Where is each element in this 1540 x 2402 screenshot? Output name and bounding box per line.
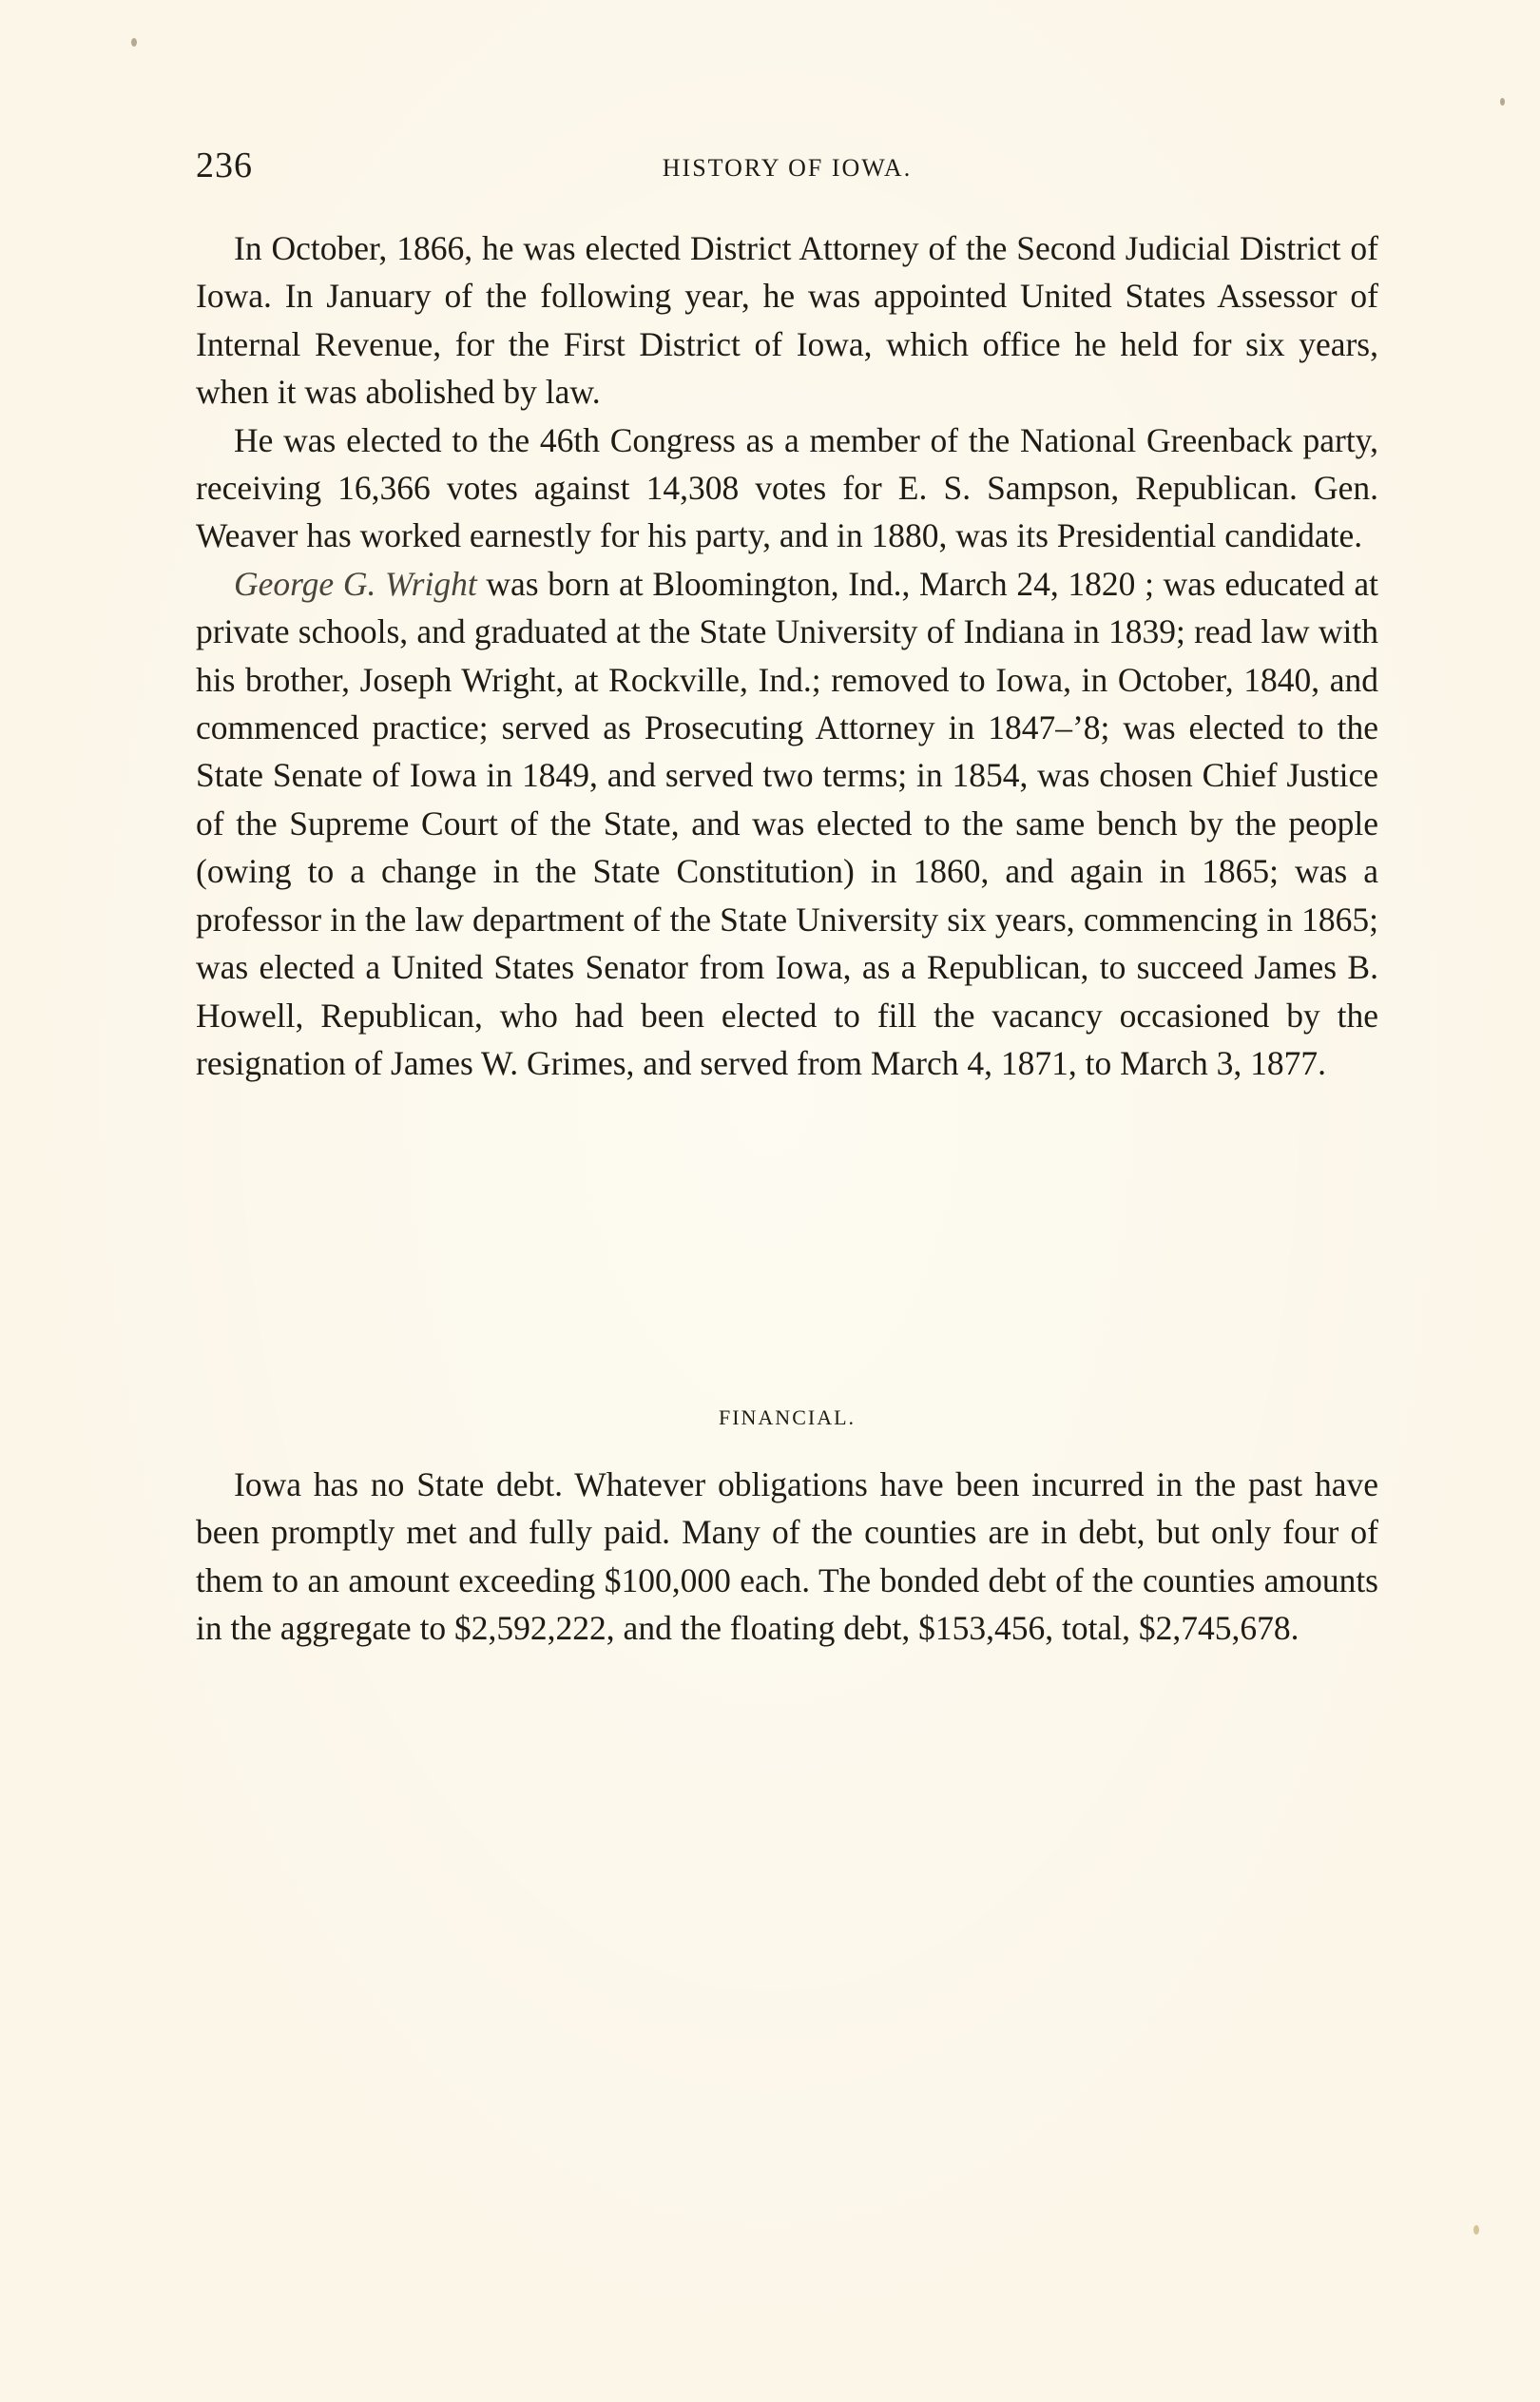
paragraph-weaver-congress: He was elected to the 46th Congress as a member of the National Greenback party, receiving 16,366 votes against 14,308 votes for E. S. Sampson, Republican. Gen. Weaver has worked earnestly for his party, and in 1880, was its Presidential candidate. — [196, 420, 1378, 555]
paragraph-weaver-attorney: In October, 1866, he was elected District Attorney of the Second Judicial District of Iowa. In January of the following year, he was appointed United States Assessor of Internal Revenue, for the First District of Iowa, which office he held for six years, when it was abolished by law. — [196, 229, 1378, 412]
paper-speck — [1473, 2225, 1479, 2235]
paragraph-wright-biography — [196, 560, 1378, 1087]
page-number: 236 — [196, 145, 253, 185]
body-text-financial — [196, 1461, 1378, 1653]
paper-speck — [1500, 98, 1505, 106]
section-heading-financial: FINANCIAL. — [718, 1405, 857, 1429]
body-text-upper — [196, 224, 1378, 1087]
running-title: HISTORY OF IOWA. — [662, 154, 913, 182]
page-header — [196, 145, 1378, 192]
paper-speck — [131, 38, 137, 47]
paragraph-financial: Iowa has no State debt. Whatever obligations have been incurred in the past have been promptly met and fully paid. Many of the counties are in debt, but only four of them to an amount exceeding $100,000 each. The bonded debt of the counties amounts in the aggregate to $2,592,222, and the floating debt, $153,456, total, $2,745,678. — [196, 1465, 1378, 1648]
person-name-george-g-wright: George G. Wright — [234, 564, 477, 603]
wright-biography-text: was born at Bloomington, Ind., March 24, 1820 ; was educated at private schools, and graduated at the State University of Indiana in 1839; read law with his brother, Joseph Wright, at Rockville, Ind.; removed to Iowa, in October, 1840, and commenced practice; served as Prosecuting Attorney in 1847–’8; was elected to the State Senate of Iowa in 1849, and served two terms; in 1854, was chosen Chief Justice of the Supreme Court of the State, and was elected to the same bench by the people (owing to a change in the State Constitution) in 1860, and again in 1865; was a professor in the law department of the State University six years, commencing in 1865; was elected a United States Senator from Iowa, as a Republican, to succeed James B. Howell, Republican, who had been elected to fill the vacancy occasioned by the resignation of James W. Grimes, and served from March 4, 1871, to March 3, 1877. — [196, 564, 1378, 1082]
